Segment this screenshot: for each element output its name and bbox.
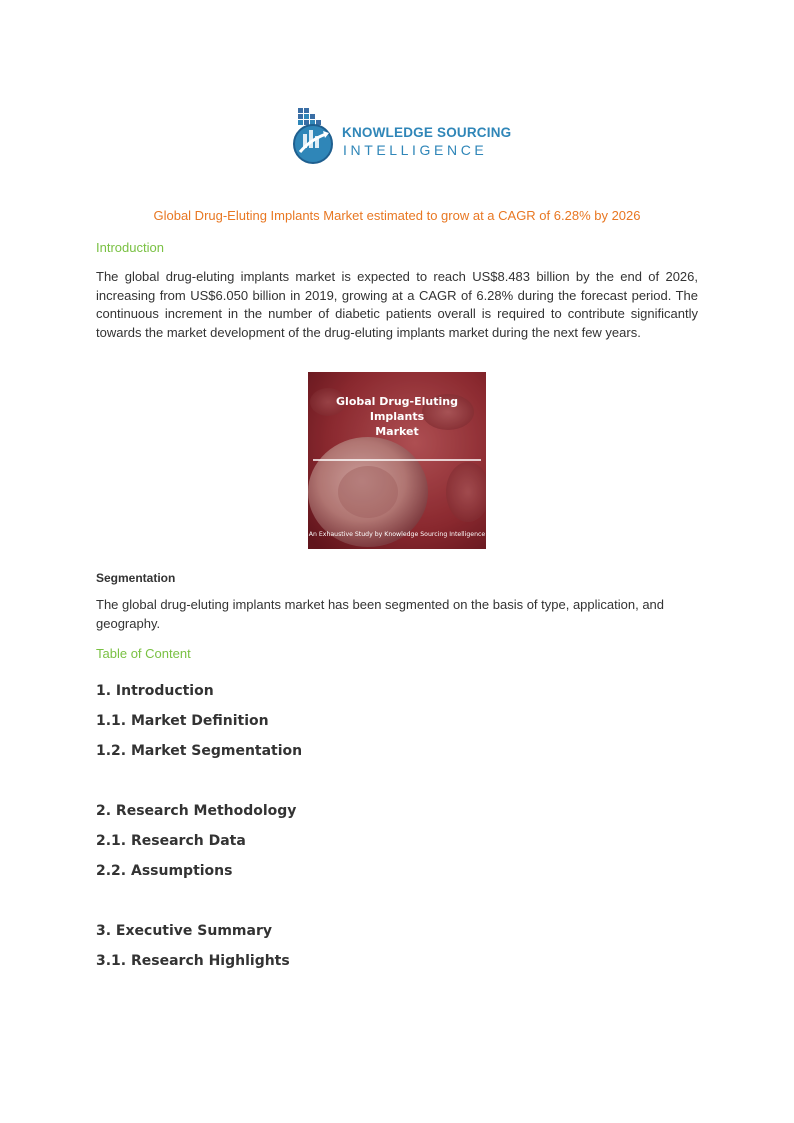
toc-item: 2.1. Research Data: [96, 833, 246, 849]
introduction-text: The global drug-eluting implants market is expected to reach US$8.483 billion by the end of 2026, increasing from US$6.050 billion in 2019, growing at a CAGR of 6.28% during the forecast period. The continuous increment in the number of diabetic patients overall is required to contribute significantly towards the market development of the drug-eluting implants market during the next few years.: [96, 269, 698, 340]
toc-item: 2.2. Assumptions: [96, 863, 233, 879]
cover-subtitle: An Exhaustive Study by Knowledge Sourcing Intelligence: [308, 531, 486, 538]
toc-item: 1.1. Market Definition: [96, 713, 269, 729]
segmentation-heading: Segmentation: [96, 571, 176, 585]
toc-item: 2. Research Methodology: [96, 803, 297, 819]
cover-title-line2: Market: [375, 425, 419, 438]
cover-title-line1: Global Drug-Eluting Implants: [336, 395, 458, 423]
report-title: Global Drug-Eluting Implants Market estimated to grow at a CAGR of 6.28% by 2026: [153, 208, 641, 223]
logo-text-line1: KNOWLEDGE SOURCING: [342, 125, 512, 140]
segmentation-text: The global drug-eluting implants market has been segmented on the basis of type, application, and geography.: [96, 597, 665, 631]
company-logo: [290, 104, 512, 166]
cover-title: [308, 394, 486, 439]
report-cover-image: [308, 372, 486, 549]
toc-item: 3. Executive Summary: [96, 923, 272, 939]
toc-item: 3.1. Research Highlights: [96, 953, 290, 969]
introduction-heading: Introduction: [96, 240, 164, 255]
toc-item: 1. Introduction: [96, 683, 214, 699]
knowledge-sourcing-logo-icon: [290, 104, 342, 166]
toc-heading: Table of Content: [96, 646, 191, 661]
logo-text-line2: INTELLIGENCE: [343, 142, 488, 158]
toc-item: 1.2. Market Segmentation: [96, 743, 303, 759]
